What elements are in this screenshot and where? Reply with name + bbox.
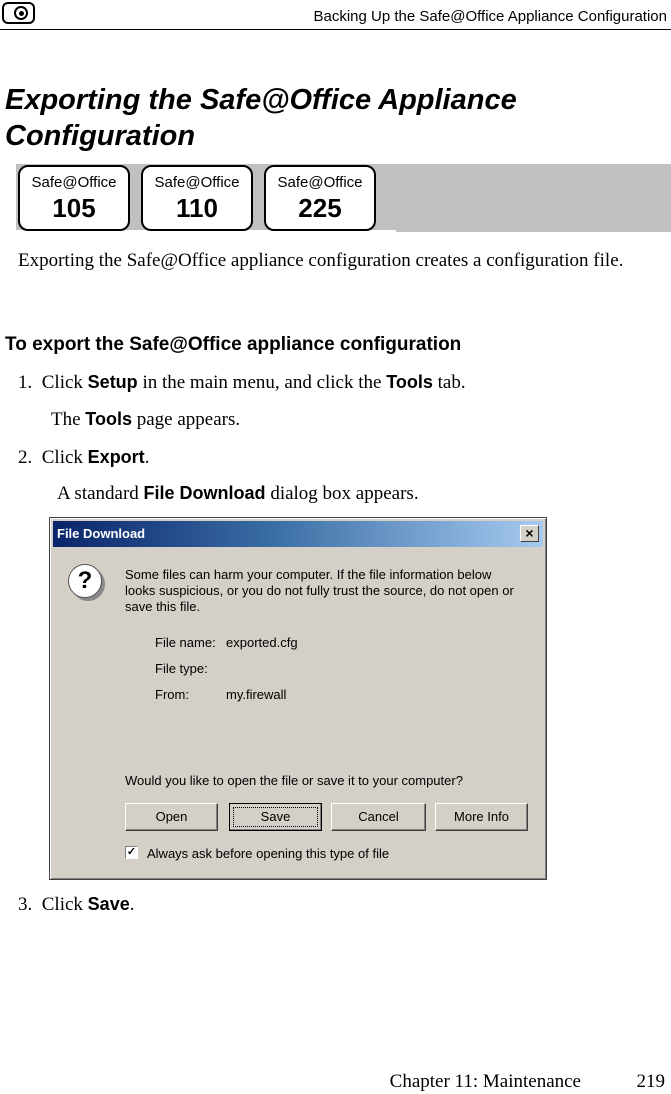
always-ask-label[interactable]: Always ask before opening this type of file: [147, 846, 390, 861]
open-button[interactable]: Open: [125, 803, 218, 831]
model-name: Safe@Office: [154, 174, 240, 191]
save-button-label: Save: [260, 809, 291, 824]
model-number: 105: [52, 193, 96, 223]
warning-line-2: looks suspicious, or you do not fully trust the source, do not open or: [125, 583, 514, 598]
ui-term-setup: Setup: [87, 372, 138, 392]
step-text: The: [51, 409, 86, 430]
page-number: 219: [636, 1071, 665, 1092]
file-name-value: exported.cfg: [226, 635, 298, 650]
step-text: tab.: [432, 372, 466, 393]
question-icon: ?: [68, 564, 102, 598]
step-text: A standard: [57, 483, 144, 504]
step-3: [18, 894, 134, 916]
step-text: dialog box appears.: [265, 483, 419, 504]
model-badge-110: [141, 165, 253, 231]
model-name: Safe@Office: [31, 174, 117, 191]
step-1-result: [51, 409, 240, 431]
close-button[interactable]: ×: [520, 525, 539, 542]
step-number: 2.: [18, 447, 33, 468]
dialog-title: File Download: [57, 526, 146, 541]
model-number: 110: [176, 193, 218, 223]
running-header: Backing Up the Safe@Office Appliance Configuration: [313, 8, 667, 25]
model-badge-105: [18, 165, 130, 231]
model-badge-225: [264, 165, 376, 231]
from-label: From:: [155, 687, 189, 702]
focus-ring: [233, 807, 318, 827]
dialog-titlebar: [53, 521, 543, 547]
model-name: Safe@Office: [277, 174, 363, 191]
cancel-button[interactable]: Cancel: [331, 803, 426, 831]
step-text: .: [144, 447, 150, 468]
camera-lens-dot: [19, 11, 24, 16]
step-text: Click: [41, 372, 88, 393]
section-title-line-2: Configuration: [5, 120, 196, 152]
ui-term-file-download: File Download: [143, 483, 266, 503]
file-download-dialog: [49, 517, 547, 880]
from-value: my.firewall: [226, 687, 287, 702]
step-text: .: [129, 894, 135, 915]
camera-icon: [2, 2, 35, 24]
step-text: page appears.: [131, 409, 241, 430]
model-number: 225: [298, 193, 342, 223]
step-2: [18, 447, 149, 469]
ui-term-tools: Tools: [386, 372, 433, 392]
more-info-button[interactable]: More Info: [435, 803, 528, 831]
step-1: [18, 372, 466, 394]
procedure-heading: To export the Safe@Office appliance configuration: [5, 334, 462, 355]
step-text: Click: [41, 447, 88, 468]
ui-term-tools: Tools: [85, 409, 132, 429]
header-rule: [0, 29, 671, 30]
dialog-question: Would you like to open the file or save it to your computer?: [125, 773, 463, 788]
save-button[interactable]: [229, 803, 322, 831]
ui-term-save: Save: [87, 894, 130, 914]
section-title-line-1: Exporting the Safe@Office Appliance: [5, 84, 517, 116]
section-title: [5, 82, 645, 154]
always-ask-checkbox[interactable]: ✓: [126, 846, 137, 858]
step-text: in the main menu, and click the: [137, 372, 387, 393]
step-number: 1.: [18, 372, 33, 393]
footer-chapter: Chapter 11: Maintenance: [389, 1071, 581, 1092]
warning-line-1: Some files can harm your computer. If the file information below: [125, 567, 492, 582]
step-2-result: [57, 483, 419, 505]
step-number: 3.: [18, 894, 33, 915]
file-name-label: File name:: [155, 635, 216, 650]
ui-term-export: Export: [87, 447, 145, 467]
intro-paragraph: Exporting the Safe@Office appliance configuration creates a configuration file.: [18, 250, 624, 271]
step-text: Click: [41, 894, 88, 915]
file-type-label: File type:: [155, 661, 208, 676]
warning-line-3: save this file.: [125, 599, 201, 614]
